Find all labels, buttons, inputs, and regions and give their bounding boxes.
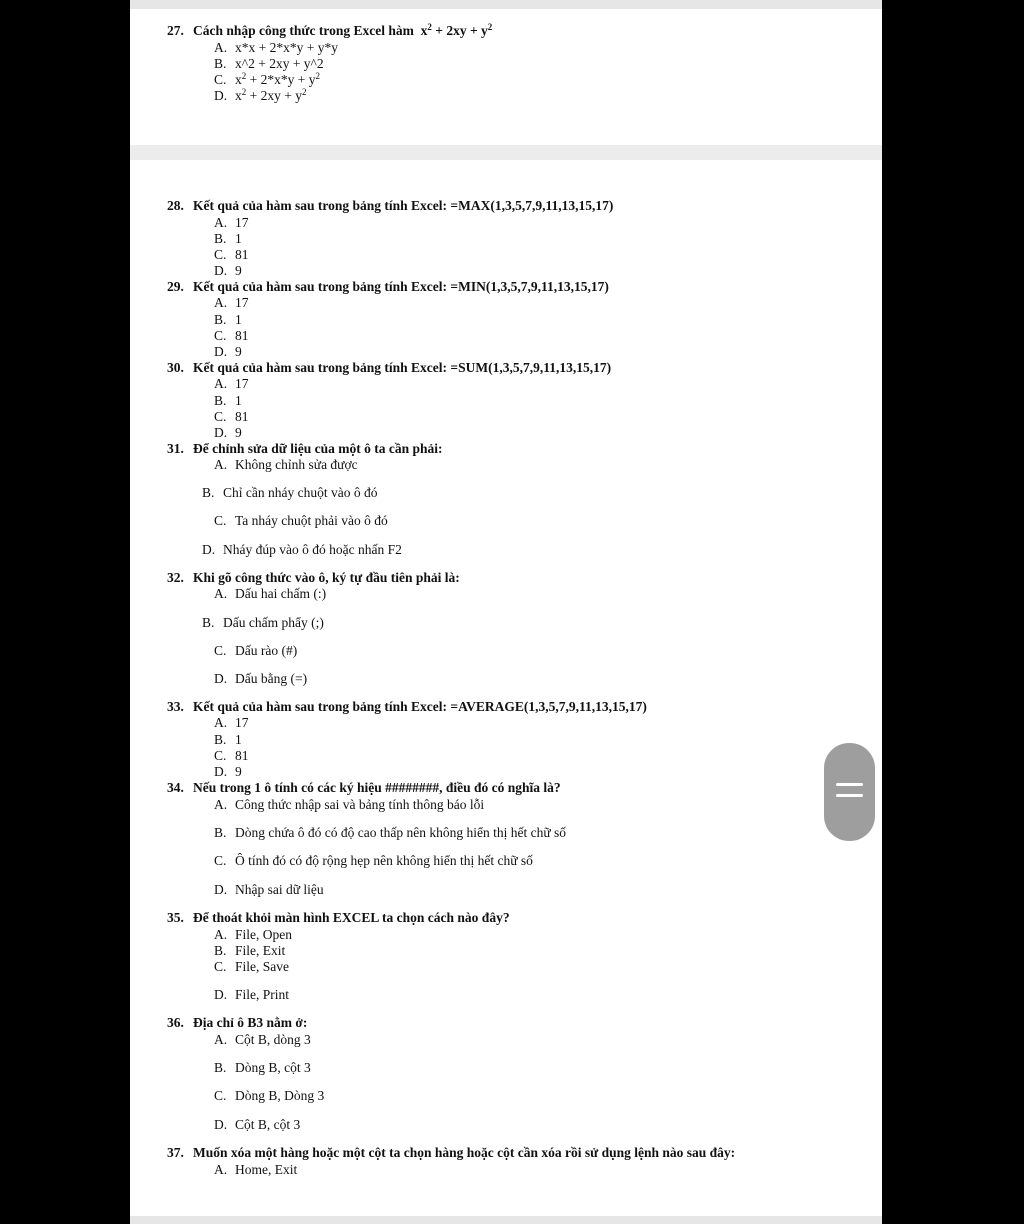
question-28: 28. Kết quả của hàm sau trong bảng tính Excel: =MAX(1,3,5,7,9,11,13,15,17)	[167, 198, 614, 213]
q27-option-d: D. $x^2 + 2xy + y^2$	[214, 87, 307, 103]
q35-option-d: D. File, Print	[214, 987, 290, 1002]
q27-option-b: B. x^2 + 2xy + y^2	[214, 56, 324, 71]
q30-option-b: B. 1	[214, 393, 242, 408]
q35-option-a: A. File, Open	[214, 927, 292, 942]
q27-option-a: A. x*x + 2*x*y + y*y	[214, 40, 338, 55]
q33-option-a: A. 17	[214, 715, 249, 730]
q36-option-c: C. Dòng B, Dòng 3	[214, 1088, 325, 1103]
grip-line-icon	[836, 794, 863, 797]
page-top-edge	[130, 0, 882, 9]
q32-option-d: D. Dấu bằng (=)	[214, 671, 308, 686]
q30-option-c: C. 81	[214, 409, 249, 424]
page-bottom-edge	[130, 1216, 882, 1224]
q29-option-a: A. 17	[214, 295, 249, 310]
grip-line-icon	[836, 783, 863, 786]
q30-option-a: A. 17	[214, 376, 249, 391]
q34-option-d: D. Nhập sai dữ liệu	[214, 882, 324, 897]
q32-option-b: B. Dấu chấm phẩy (;)	[202, 615, 324, 630]
q31-option-c: C. Ta nháy chuột phải vào ô đó	[214, 513, 388, 528]
q34-option-a: A. Công thức nhập sai và bảng tính thông báo lỗi	[214, 797, 485, 812]
document-page-1	[130, 0, 882, 145]
scroll-handle[interactable]	[824, 743, 875, 841]
q35-option-c: C. File, Save	[214, 959, 289, 974]
q31-option-a: A. Không chỉnh sửa được	[214, 457, 358, 472]
q33-option-c: C. 81	[214, 748, 249, 763]
q31-option-b: B. Chỉ cần nháy chuột vào ô đó	[202, 485, 378, 500]
q32-option-c: C. Dấu rào (#)	[214, 643, 298, 658]
question-33: 33. Kết quả của hàm sau trong bảng tính Excel: =AVERAGE(1,3,5,7,9,11,13,15,17)	[167, 699, 647, 714]
q36-option-b: B. Dòng B, cột 3	[214, 1060, 311, 1075]
q28-option-c: C. 81	[214, 247, 249, 262]
q29-option-b: B. 1	[214, 312, 242, 327]
q28-option-b: B. 1	[214, 231, 242, 246]
question-30: 30. Kết quả của hàm sau trong bảng tính Excel: =SUM(1,3,5,7,9,11,13,15,17)	[167, 360, 612, 375]
question-32: 32. Khi gõ công thức vào ô, ký tự đầu tiên phải là:	[167, 570, 460, 585]
q33-option-b: B. 1	[214, 732, 242, 747]
q37-option-a: A. Home, Exit	[214, 1162, 298, 1177]
question-27: 27. Cách nhập công thức trong Excel hàm $x^2 + 2xy + y^2$	[167, 22, 493, 38]
q28-option-a: A. 17	[214, 215, 249, 230]
q27-option-c: C. $x^2 + 2*x*y + y^2$	[214, 71, 320, 87]
q34-option-c: C. Ô tính đó có độ rộng hẹp nên không hiển thị hết chữ số	[214, 853, 533, 868]
q30-option-d: D. 9	[214, 425, 242, 440]
question-36: 36. Địa chỉ ô B3 nằm ở:	[167, 1015, 308, 1030]
q28-option-d: D. 9	[214, 263, 242, 278]
q29-option-d: D. 9	[214, 344, 242, 359]
q32-option-a: A. Dấu hai chấm (:)	[214, 586, 327, 601]
q34-option-b: B. Dòng chứa ô đó có độ cao thấp nên không hiển thị hết chữ số	[214, 825, 567, 840]
document-page-2	[130, 160, 882, 1216]
q27-formula: $x^2 + 2xy + y^2$	[420, 22, 493, 38]
q29-option-c: C. 81	[214, 328, 249, 343]
question-29: 29. Kết quả của hàm sau trong bảng tính Excel: =MIN(1,3,5,7,9,11,13,15,17)	[167, 279, 609, 294]
q35-option-b: B. File, Exit	[214, 943, 286, 958]
q31-option-d: D. Nháy đúp vào ô đó hoặc nhấn F2	[202, 542, 402, 557]
q36-option-a: A. Cột B, dòng 3	[214, 1032, 311, 1047]
question-35: 35. Để thoát khỏi màn hình EXCEL ta chọn cách nào đây?	[167, 910, 510, 925]
question-37: 37. Muốn xóa một hàng hoặc một cột ta chọn hàng hoặc cột cần xóa rồi sử dụng lệnh nào sau đây:	[167, 1145, 736, 1160]
question-34: 34. Nếu trong 1 ô tính có các ký hiệu ########, điều đó có nghĩa là?	[167, 780, 561, 795]
question-31: 31. Để chỉnh sửa dữ liệu của một ô ta cần phải:	[167, 441, 443, 456]
q36-option-d: D. Cột B, cột 3	[214, 1117, 301, 1132]
page-gap	[130, 145, 882, 160]
q33-option-d: D. 9	[214, 764, 242, 779]
